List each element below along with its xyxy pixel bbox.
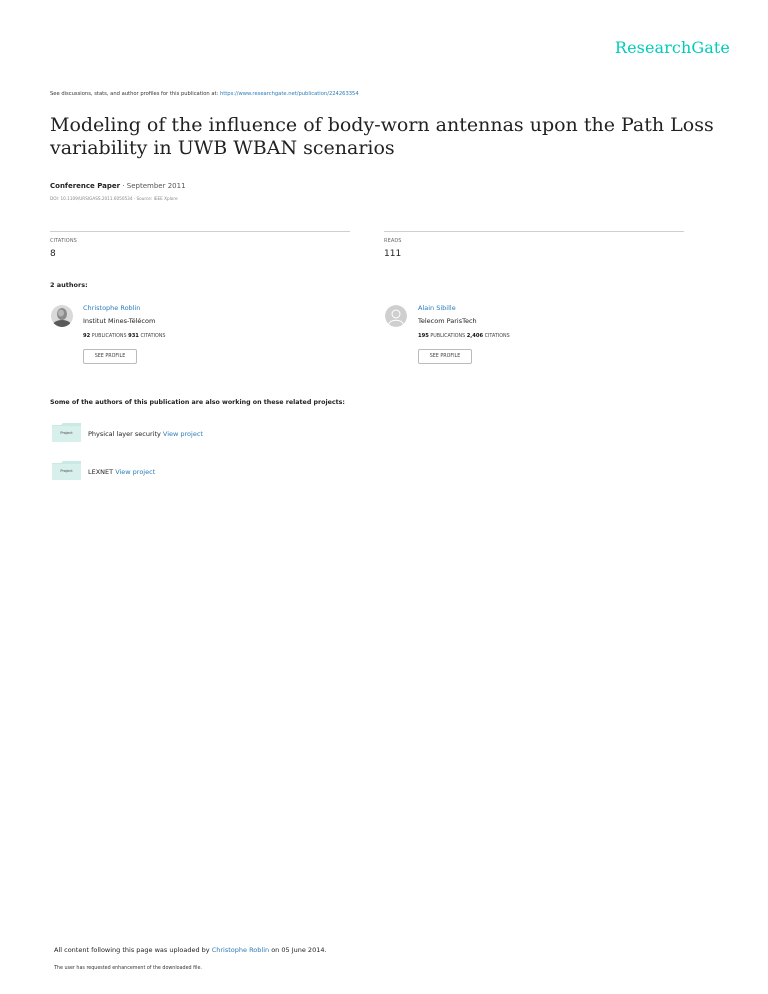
publication-count-label: PUBLICATIONS	[428, 334, 467, 339]
brand-logo[interactable]: ResearchGate	[614, 38, 730, 57]
author-affiliation: Telecom ParisTech	[418, 317, 477, 325]
enhancement-notice: The user has requested enhancement of the downloaded file.	[54, 966, 202, 971]
discussion-prefix: See discussions, stats, and author profiles for this publication at:	[50, 91, 220, 97]
see-profile-button[interactable]: SEE PROFILE	[418, 349, 472, 364]
see-profile-button[interactable]: SEE PROFILE	[83, 349, 137, 364]
avatar[interactable]	[385, 305, 407, 327]
upload-notice	[54, 946, 327, 954]
folder-label: Project	[60, 431, 73, 435]
author-name[interactable]: Alain Sibille	[418, 304, 456, 312]
reads-label: READS	[384, 238, 402, 244]
citation-count: 2,406	[466, 333, 484, 339]
citation-count: 931	[128, 333, 139, 339]
author-stats	[83, 333, 165, 339]
citations-label: CITATIONS	[50, 238, 77, 244]
author-photo-icon	[51, 305, 73, 327]
publication-meta	[50, 182, 186, 190]
divider-right	[384, 231, 684, 232]
author-name[interactable]: Christophe Roblin	[83, 304, 141, 312]
view-project-link[interactable]: View project	[115, 468, 156, 476]
project-folder-icon	[52, 461, 81, 480]
citation-count-label: CITATIONS	[483, 334, 510, 339]
publication-link[interactable]: https://www.researchgate.net/publication/224263354	[219, 91, 359, 97]
publication-date: · September 2011	[120, 182, 186, 190]
view-project-link[interactable]: View project	[162, 430, 203, 438]
project-name: LEXNET	[88, 468, 116, 476]
project-item	[88, 468, 155, 476]
project-item	[88, 430, 203, 438]
upload-suffix: on 05 June 2014.	[269, 946, 327, 954]
discussion-line	[50, 91, 359, 97]
avatar[interactable]	[51, 305, 73, 327]
reads-value: 111	[384, 249, 402, 259]
uploader-link[interactable]: Christophe Roblin	[211, 946, 270, 954]
divider-left	[50, 231, 350, 232]
person-placeholder-icon	[385, 305, 407, 327]
authors-heading: 2 authors:	[50, 281, 88, 289]
projects-heading: Some of the authors of this publication are also working on these related projects:	[50, 399, 345, 406]
doi-line: DOI: 10.1109/URSIGASS.2011.6050534 · Source: IEEE Xplore	[50, 196, 178, 201]
page-title: Modeling of the influence of body-worn antennas upon the Path Loss variability in UWB WBAN scenarios	[50, 114, 714, 159]
upload-prefix: All content following this page was uploaded by	[54, 946, 212, 954]
publication-count: 92	[83, 333, 91, 339]
publication-type: Conference Paper	[50, 182, 121, 190]
project-folder-icon	[52, 423, 81, 442]
citation-count-label: CITATIONS	[138, 334, 166, 339]
author-stats	[418, 333, 510, 339]
publication-count-label: PUBLICATIONS	[90, 334, 129, 339]
publication-count: 195	[418, 333, 429, 339]
citations-value: 8	[50, 249, 56, 259]
folder-label: Project	[60, 469, 73, 473]
project-name: Physical layer security	[88, 430, 163, 438]
author-affiliation: Institut Mines-Télécom	[83, 317, 156, 325]
